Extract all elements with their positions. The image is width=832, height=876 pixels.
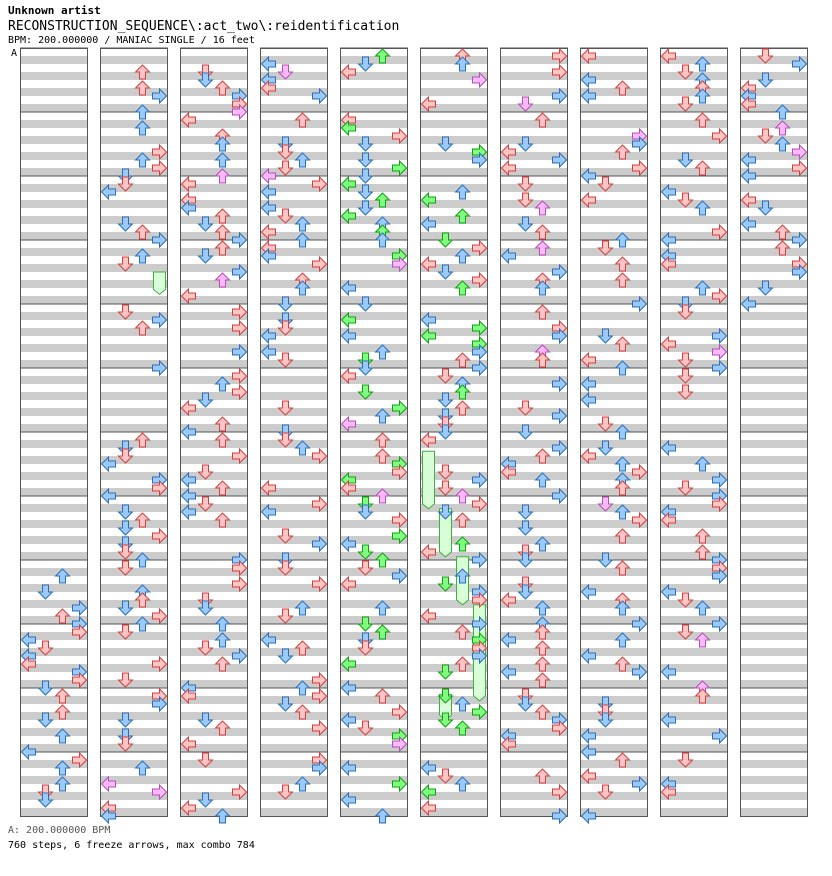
stripe: [100, 712, 168, 720]
stripe: [500, 136, 568, 144]
stripe: [580, 248, 648, 256]
stripe: [420, 568, 488, 576]
stripe: [740, 584, 808, 592]
stripe: [340, 632, 408, 640]
column-6: [420, 48, 488, 817]
stripe: [260, 360, 328, 368]
stripe: [660, 424, 728, 432]
stripe: [740, 376, 808, 384]
stripe: [260, 792, 328, 800]
song-title: RECONSTRUCTION_SEQUENCE\:act_two\:reidentification: [8, 19, 400, 34]
stripe: [660, 744, 728, 752]
stripe: [500, 280, 568, 288]
stripe: [340, 344, 408, 352]
stripe: [100, 296, 168, 304]
stripe: [100, 648, 168, 656]
stripe: [260, 408, 328, 416]
stripe: [100, 504, 168, 512]
stripe: [660, 392, 728, 400]
stripe: [740, 72, 808, 80]
stripe: [260, 392, 328, 400]
stripe: [420, 296, 488, 304]
stripe: [740, 744, 808, 752]
stripe: [100, 440, 168, 448]
stripe: [260, 808, 328, 816]
stripe: [20, 408, 88, 416]
stripe: [580, 264, 648, 272]
stripe: [260, 520, 328, 528]
stripe: [580, 440, 648, 448]
stripe: [580, 280, 648, 288]
stripe: [340, 648, 408, 656]
column-8: [580, 48, 648, 823]
stripe: [340, 616, 408, 624]
stripe: [660, 536, 728, 544]
column-5: [340, 48, 408, 823]
stripe: [260, 376, 328, 384]
stripe: [740, 712, 808, 720]
stripe: [100, 136, 168, 144]
stripe: [420, 744, 488, 752]
stripe: [20, 376, 88, 384]
stripe: [340, 392, 408, 400]
stripe: [20, 440, 88, 448]
stripe: [180, 776, 248, 784]
stripe: [340, 88, 408, 96]
stripe: [740, 600, 808, 608]
stripe: [100, 200, 168, 208]
stripe: [660, 72, 728, 80]
stripe: [20, 392, 88, 400]
stripe: [180, 168, 248, 176]
column-7: [500, 48, 568, 823]
stripe: [20, 216, 88, 224]
stripe: [420, 88, 488, 96]
stripe: [100, 248, 168, 256]
stripe: [580, 792, 648, 800]
stripe: [500, 760, 568, 768]
stripe: [100, 328, 168, 336]
stripe: [420, 120, 488, 128]
stripe: [20, 536, 88, 544]
stripe: [500, 392, 568, 400]
stripe: [740, 664, 808, 672]
stripe: [340, 56, 408, 64]
stripe: [580, 424, 648, 432]
stripe: [20, 360, 88, 368]
stripe: [580, 344, 648, 352]
stripe: [740, 568, 808, 576]
stripe: [180, 136, 248, 144]
stripe: [740, 328, 808, 336]
stripe: [180, 520, 248, 528]
stripe: [500, 520, 568, 528]
stripe: [20, 472, 88, 480]
stripe: [420, 392, 488, 400]
stripe: [20, 792, 88, 800]
stripe: [420, 56, 488, 64]
stripe: [20, 104, 88, 112]
stripe: [260, 712, 328, 720]
stripe: [500, 216, 568, 224]
stripe: [20, 584, 88, 592]
stripe: [340, 696, 408, 704]
stripe: [740, 520, 808, 528]
stripe: [740, 120, 808, 128]
stripe: [420, 520, 488, 528]
stripe: [340, 152, 408, 160]
stripe: [100, 632, 168, 640]
stripe: [580, 408, 648, 416]
stripe: [100, 264, 168, 272]
stripe: [260, 152, 328, 160]
stripe: [340, 232, 408, 240]
stripe: [420, 376, 488, 384]
stripe: [420, 168, 488, 176]
stripe: [660, 408, 728, 416]
stripe: [660, 168, 728, 176]
stripe: [500, 424, 568, 432]
stripe: [20, 520, 88, 528]
stripe: [180, 152, 248, 160]
stripe: [20, 552, 88, 560]
stripe: [260, 440, 328, 448]
stripe: [100, 344, 168, 352]
stripe: [660, 200, 728, 208]
stripe: [500, 120, 568, 128]
stripe: [20, 712, 88, 720]
stripe: [20, 184, 88, 192]
stripe: [580, 312, 648, 320]
stripe: [740, 696, 808, 704]
stripe: [20, 504, 88, 512]
stripe: [20, 296, 88, 304]
stripe: [20, 232, 88, 240]
stripe: [20, 88, 88, 96]
stripe: [260, 280, 328, 288]
stripe: [420, 776, 488, 784]
stripe: [180, 728, 248, 736]
bpm-footer: A: 200.000000 BPM: [8, 825, 111, 836]
stripe: [660, 280, 728, 288]
stripe: [340, 200, 408, 208]
stripe: [740, 456, 808, 464]
stats-footer: 760 steps, 6 freeze arrows, max combo 784: [8, 840, 255, 851]
stripe: [100, 424, 168, 432]
stripe: [20, 456, 88, 464]
stripe: [340, 808, 408, 816]
stripe: [100, 520, 168, 528]
stripe: [100, 728, 168, 736]
stripe: [580, 568, 648, 576]
stripe: [20, 200, 88, 208]
stripe: [740, 136, 808, 144]
stripe: [100, 584, 168, 592]
stripe: [260, 104, 328, 112]
stripe: [660, 120, 728, 128]
stripe: [340, 104, 408, 112]
stripe: [100, 600, 168, 608]
stripe: [260, 600, 328, 608]
stripe: [740, 728, 808, 736]
stripe: [580, 760, 648, 768]
stripe: [180, 440, 248, 448]
stripe: [740, 312, 808, 320]
stripe: [340, 552, 408, 560]
stripe: [260, 296, 328, 304]
stripe: [580, 504, 648, 512]
stripe: [260, 744, 328, 752]
stripe: [500, 584, 568, 592]
stripe: [580, 104, 648, 112]
stripe: [500, 776, 568, 784]
stripe: [100, 760, 168, 768]
stripe: [100, 72, 168, 80]
stripe: [580, 696, 648, 704]
stripe: [740, 808, 808, 816]
stripe: [20, 264, 88, 272]
stripe: [100, 408, 168, 416]
stripe: [100, 680, 168, 688]
stripe: [580, 600, 648, 608]
stripe: [20, 168, 88, 176]
stripe: [740, 440, 808, 448]
stripe: [340, 296, 408, 304]
artist-name: Unknown artist: [8, 4, 101, 17]
stripe: [180, 216, 248, 224]
stripe: [20, 136, 88, 144]
stripe: [740, 552, 808, 560]
stripe: [20, 248, 88, 256]
stripe: [420, 536, 488, 544]
stripe: [500, 104, 568, 112]
stripe: [740, 776, 808, 784]
freeze-arrow: [154, 272, 166, 294]
stripe: [500, 344, 568, 352]
column-4: [260, 48, 328, 817]
stripe: [660, 808, 728, 816]
stripe: [740, 648, 808, 656]
stripe: [20, 776, 88, 784]
stripe: [580, 216, 648, 224]
stripe: [660, 456, 728, 464]
stripe: [740, 760, 808, 768]
stripe: [580, 152, 648, 160]
stripe: [740, 424, 808, 432]
freeze-arrow: [423, 451, 435, 509]
stripe: [500, 232, 568, 240]
stripe: [340, 504, 408, 512]
stripe: [500, 312, 568, 320]
column-9: [660, 48, 728, 817]
stripe: [580, 712, 648, 720]
stripe: [580, 536, 648, 544]
stripe: [20, 280, 88, 288]
stripe: [500, 536, 568, 544]
stripe: [260, 664, 328, 672]
stripe: [660, 104, 728, 112]
stripe: [180, 72, 248, 80]
stripe: [740, 392, 808, 400]
stripe: [740, 488, 808, 496]
stripe: [20, 728, 88, 736]
stripe: [20, 72, 88, 80]
stripe: [180, 600, 248, 608]
stripe: [100, 376, 168, 384]
stripe: [660, 600, 728, 608]
stripe: [100, 568, 168, 576]
stripe: [740, 472, 808, 480]
stripe: [740, 680, 808, 688]
stripe: [580, 680, 648, 688]
stripe: [100, 744, 168, 752]
stripe: [20, 696, 88, 704]
stripe: [660, 696, 728, 704]
stripe: [740, 536, 808, 544]
stripe: [20, 424, 88, 432]
chart-meta: BPM: 200.000000 / MANIAC SINGLE / 16 feet: [8, 35, 255, 46]
stripe: [740, 792, 808, 800]
stripe: [660, 376, 728, 384]
stripe: [180, 280, 248, 288]
stripe: [660, 88, 728, 96]
stripe: [740, 360, 808, 368]
stripe: [580, 120, 648, 128]
stripe: [740, 408, 808, 416]
stripe: [260, 312, 328, 320]
stripe: [740, 248, 808, 256]
stripe: [420, 136, 488, 144]
stripe: [580, 184, 648, 192]
stripe: [340, 360, 408, 368]
stripe: [420, 424, 488, 432]
stripe: [580, 328, 648, 336]
stripe: [20, 488, 88, 496]
stripe: [500, 200, 568, 208]
stripe: [20, 344, 88, 352]
stripe: [100, 216, 168, 224]
stripe: [660, 648, 728, 656]
stripe: [180, 616, 248, 624]
stripe: [180, 536, 248, 544]
stripe: [740, 184, 808, 192]
stripe: [340, 600, 408, 608]
stripe: [580, 488, 648, 496]
stripe: [500, 184, 568, 192]
stripe: [20, 56, 88, 64]
stripe: [420, 728, 488, 736]
stripe: [500, 296, 568, 304]
column-2: [100, 48, 168, 823]
bpm-marker: A: [11, 48, 18, 59]
stripe: [740, 504, 808, 512]
stripe: [180, 664, 248, 672]
stripe: [500, 568, 568, 576]
column-3: [180, 48, 248, 823]
stripe: [180, 760, 248, 768]
stripe: [660, 632, 728, 640]
stripe: [260, 216, 328, 224]
stripe: [20, 152, 88, 160]
stripe: [180, 632, 248, 640]
stripe: [580, 632, 648, 640]
stripe: [580, 552, 648, 560]
stripe: [420, 184, 488, 192]
stripe: [500, 648, 568, 656]
stripe: [100, 392, 168, 400]
stripe: [660, 312, 728, 320]
stripe: [660, 152, 728, 160]
stripe: [260, 472, 328, 480]
stripe: [100, 552, 168, 560]
stripe: [260, 136, 328, 144]
stripe: [180, 248, 248, 256]
stripe: [660, 216, 728, 224]
stripe: [260, 648, 328, 656]
stripe: [20, 312, 88, 320]
stripe: [20, 568, 88, 576]
stripe: [500, 680, 568, 688]
stripe: [340, 440, 408, 448]
stripe: [180, 56, 248, 64]
stripe: [660, 760, 728, 768]
stripe: [740, 616, 808, 624]
stripe: [260, 616, 328, 624]
stripe: [260, 424, 328, 432]
stripe: [20, 808, 88, 816]
stripe: [180, 712, 248, 720]
stripe: [20, 328, 88, 336]
stripe: [500, 360, 568, 368]
stripe: [100, 56, 168, 64]
stripe: [580, 232, 648, 240]
stripe: [420, 232, 488, 240]
stripe: [420, 408, 488, 416]
stripe: [100, 120, 168, 128]
stripe: [500, 616, 568, 624]
stripe: [180, 360, 248, 368]
stripe: [500, 696, 568, 704]
stripe: [500, 552, 568, 560]
stripe: [260, 552, 328, 560]
column-10: [740, 48, 808, 817]
stripe: [20, 120, 88, 128]
column-1: [20, 48, 88, 817]
stripe: [740, 344, 808, 352]
stripe: [500, 504, 568, 512]
stripe: [660, 680, 728, 688]
stripe: [260, 776, 328, 784]
stripe: [260, 120, 328, 128]
stripe: [100, 104, 168, 112]
stripe: [260, 568, 328, 576]
stripe: [740, 280, 808, 288]
stripe: [740, 632, 808, 640]
